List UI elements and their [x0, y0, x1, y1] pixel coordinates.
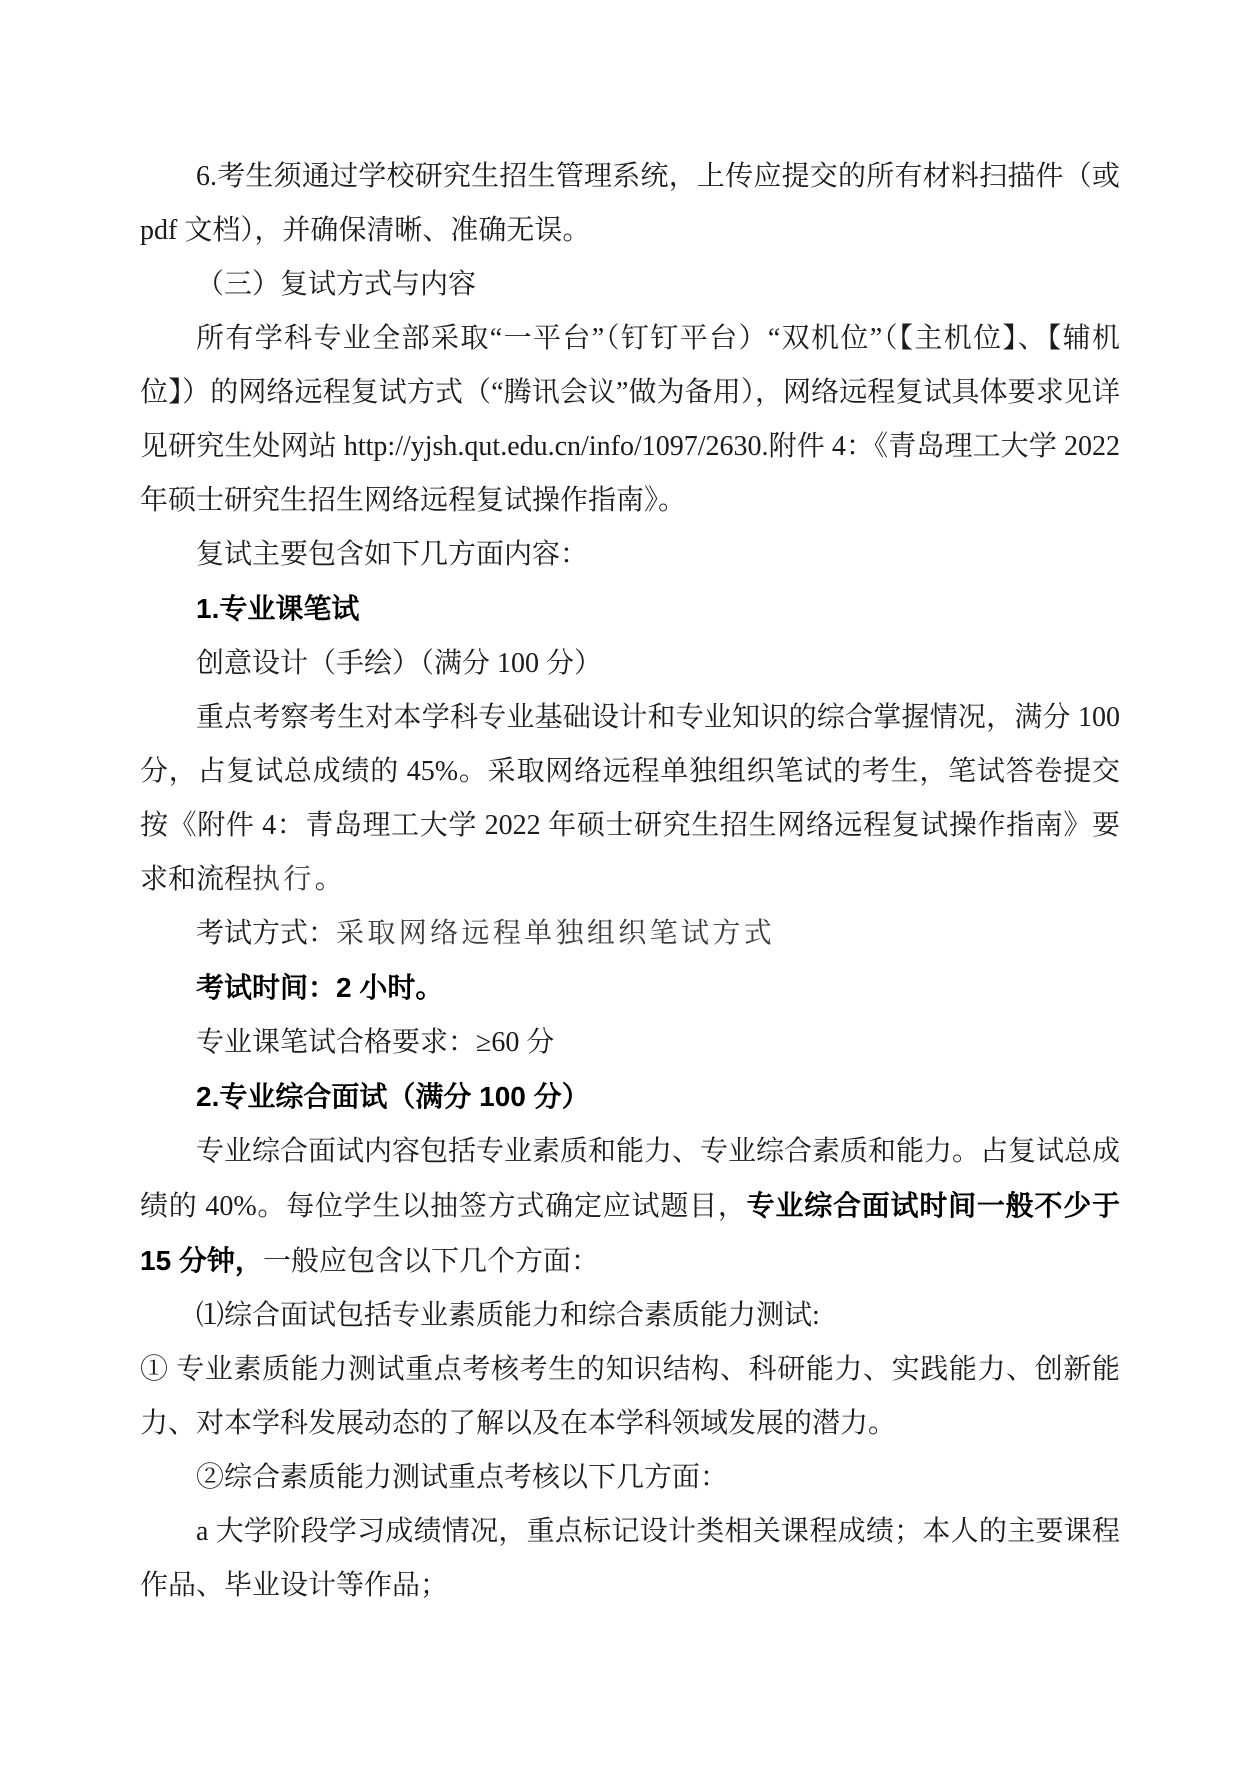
- paragraph-written-test-pass-line: [140, 1016, 1120, 1070]
- paragraph-remote-retest-platform: [140, 312, 1120, 528]
- paragraph-text: 创意设计（手绘）（满分 100 分）: [196, 648, 603, 679]
- paragraph-retest-contents-intro: [140, 528, 1120, 582]
- heading-text: （三）复试方式与内容: [196, 269, 477, 300]
- paragraph-text: 复试主要包含如下几方面内容：: [196, 539, 589, 570]
- fangsong-text-segment: 采取网络远程单独组织笔试方式: [336, 918, 776, 949]
- paragraph-upload-materials: [140, 150, 1120, 258]
- paragraph-professional-ability-test: [140, 1343, 1120, 1451]
- paragraph-text: 专业综合面试内容包括专业素质和能力、专业综合素质和能力。占复试总成绩的 40%。每位学生以抽签方式确定应试题目，: [140, 1136, 1121, 1222]
- paragraph-text: 专业课笔试合格要求：≥60 分: [196, 1027, 555, 1058]
- paragraph-interview-details: [140, 1125, 1120, 1289]
- paragraph-text: ②综合素质能力测试重点考核以下几方面：: [196, 1462, 729, 1493]
- paragraph-text: ① 专业素质能力测试重点考核考生的知识结构、科研能力、实践能力、创新能力、对本学科发展动态的了解以及在本学科领域发展的潜力。: [140, 1354, 1120, 1439]
- paragraph-interview-components: [140, 1289, 1120, 1343]
- field-label: 考试方式：: [196, 918, 337, 949]
- paragraph-text: 6.考生须通过学校研究生招生管理系统，上传应提交的所有材料扫描件（或 pdf 文档），并确保清晰、准确无误。: [140, 161, 1120, 246]
- heading-text: 2.专业综合面试（满分 100 分）: [196, 1081, 590, 1112]
- heading-professional-written-test: [140, 582, 1120, 637]
- heading-comprehensive-interview: [140, 1070, 1120, 1125]
- heading-text: 1.专业课笔试: [196, 593, 360, 624]
- paragraph-text: 。: [314, 864, 343, 895]
- paragraph-text: 所有学科专业全部采取“一平台”（钉钉平台）“双机位”（【主机位】、【辅机位】）的网络远程复试方式（“腾讯会议”做为备用），网络远程复试具体要求见详见研究生处网站 http://yjsh.qut.edu.cn/info/1097/2630.附件 4：《青岛理工大学 2022 年硕士研究生招生网络远程复试操作指南》。: [140, 323, 1120, 516]
- paragraph-text: a 大学阶段学习成绩情况，重点标记设计类相关课程成绩；本人的主要课程作品、毕业设计等作品；: [140, 1516, 1120, 1601]
- paragraph-text: ⑴综合面试包括专业素质能力和综合素质能力测试:: [196, 1300, 820, 1331]
- heading-retest-method-and-content: [140, 258, 1120, 312]
- paragraph-exam-duration: [140, 961, 1120, 1016]
- paragraph-written-test-details: [140, 691, 1120, 907]
- paragraph-creative-design: [140, 637, 1120, 691]
- paragraph-text: 一般应包含以下几个方面：: [262, 1246, 599, 1277]
- paragraph-exam-method: [140, 907, 1120, 961]
- fangsong-text-segment: 执行: [252, 864, 315, 895]
- bold-text-segment: 考试时间：2 小时。: [196, 972, 444, 1003]
- paragraph-academic-record: [140, 1505, 1120, 1613]
- paragraph-comprehensive-ability-test: [140, 1451, 1120, 1505]
- paragraph-text: 重点考察考生对本学科专业基础设计和专业知识的综合掌握情况，满分 100 分，占复试总成绩的 45%。采取网络远程单独组织笔试的考生，笔试答卷提交按《附件 4：青岛理工大学 2022 年硕士研究生招生网络远程复试操作指南》要求和流程: [140, 702, 1120, 895]
- bold-text-segment: 专业综合面试时间一般不少于 15 分钟，: [140, 1190, 1120, 1276]
